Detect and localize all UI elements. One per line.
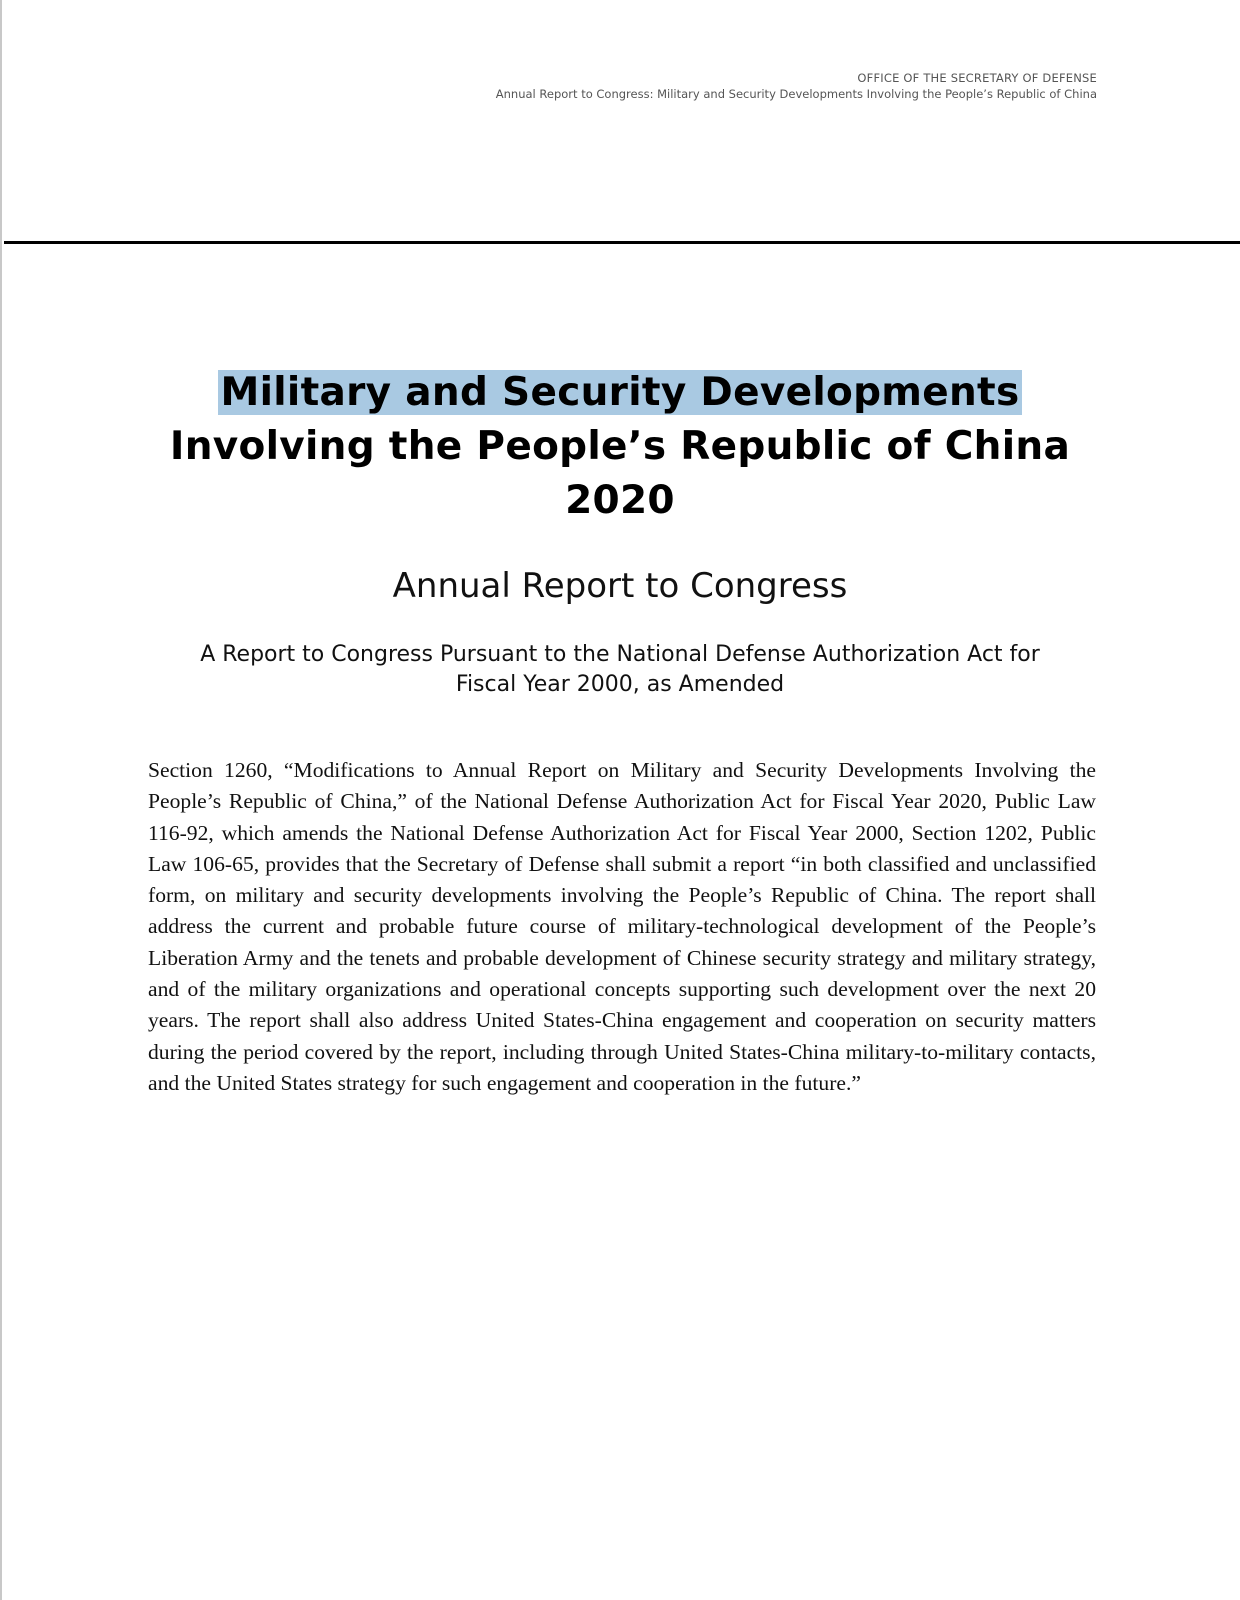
title-line-1[interactable]: Military and Security Developments [220, 370, 1020, 415]
pursuant-line-1: A Report to Congress Pursuant to the National Defense Authorization Act for [200, 642, 1040, 667]
title-year: 2020 [565, 478, 675, 523]
title-line-1-wrapper [0, 366, 1240, 420]
title-line-2: Involving the People’s Republic of China [169, 424, 1071, 469]
header-office: OFFICE OF THE SECRETARY OF DEFENSE [857, 71, 1097, 85]
page-left-edge [0, 0, 2, 1600]
pursuant-statement [160, 640, 1080, 700]
running-header [496, 70, 1097, 102]
header-report-line: Annual Report to Congress: Military and Security Developments Involving the People’s Republic of China [495, 87, 1097, 101]
document-title [0, 366, 1240, 528]
document-subtitle: Annual Report to Congress [392, 566, 848, 606]
header-divider [4, 241, 1240, 244]
pursuant-line-2: Fiscal Year 2000, as Amended [455, 672, 785, 697]
body-paragraph: Section 1260, “Modifications to Annual Report on Military and Security Developments Involving the People’s Republic of China,” of the National Defense Authorization Act for Fiscal Year 2020, Public Law 116-92, which amends the National Defense Authorization Act for Fiscal Year 2000, Section 1202, Public Law 106-65, provides that the Secretary of Defense shall submit a report “in both classified and unclassified form, on military and security developments involving the People’s Republic of China. The report shall address the current and probable future course of military-technological development of the People’s Liberation Army and the tenets and probable development of Chinese security strategy and military strategy, and of the military organizations and operational concepts supporting such development over the next 20 years. The report shall also address United States-China engagement and cooperation on security matters during the period covered by the report, including through United States-China military-to-military contacts, and the United States strategy for such engagement and cooperation in the future.” [148, 758, 1096, 1095]
